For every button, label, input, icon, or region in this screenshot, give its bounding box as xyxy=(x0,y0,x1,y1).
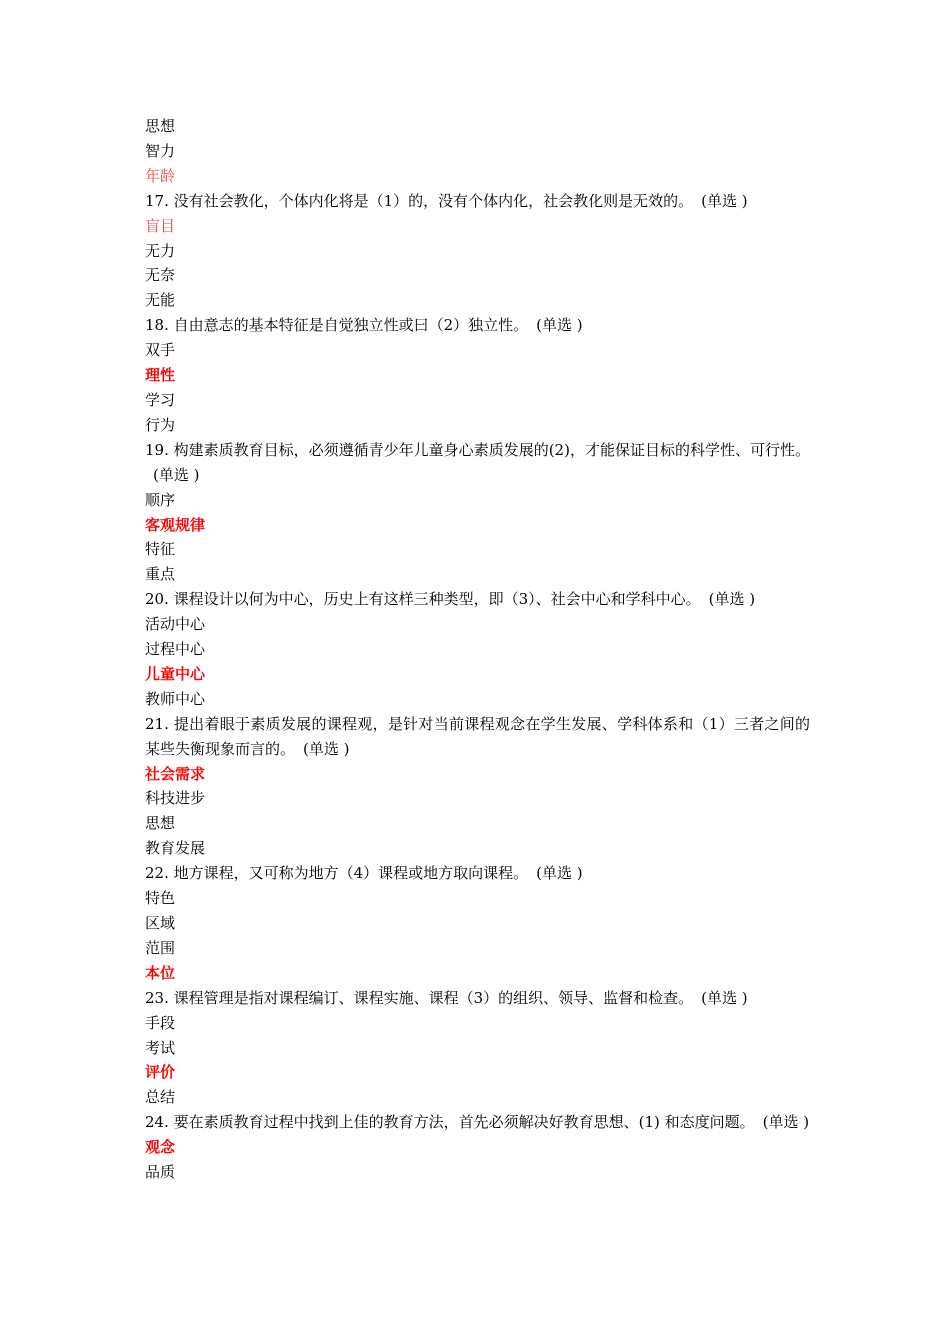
option: 双手 xyxy=(145,341,176,360)
question-type: (单选 ) xyxy=(762,1113,810,1132)
answer-option: 客观规律 xyxy=(145,515,206,534)
option: 特色 xyxy=(145,889,176,908)
option: 顺序 xyxy=(145,490,176,509)
option: 教育发展 xyxy=(145,839,206,858)
question-text: 18. 自由意志的基本特征是自觉独立性或曰（2）独立性。 xyxy=(145,316,529,335)
question-type: (单选 ) xyxy=(536,864,583,883)
option: 范围 xyxy=(145,938,176,957)
option: 思想 xyxy=(145,814,176,833)
question-text: 17. 没有社会教化，个体内化将是（1）的，没有个体内化，社会教化则是无效的。 xyxy=(145,191,694,210)
question-21 xyxy=(145,712,810,762)
option: 品质 xyxy=(145,1163,176,1182)
question-type: (单选 ) xyxy=(536,316,583,335)
question-22 xyxy=(145,861,810,886)
option: 重点 xyxy=(145,565,176,584)
option: 区域 xyxy=(145,914,176,932)
option: 无能 xyxy=(145,291,176,310)
option: 智力 xyxy=(145,141,176,160)
answer-option: 盲目 xyxy=(145,216,176,235)
option: 教师中心 xyxy=(145,689,206,708)
option: 过程中心 xyxy=(145,640,206,659)
question-type: (单选 ) xyxy=(153,465,200,484)
option: 手段 xyxy=(145,1013,176,1032)
answer-option: 儿童中心 xyxy=(145,664,206,683)
question-type: (单选 ) xyxy=(708,590,756,609)
question-24 xyxy=(145,1110,810,1135)
answer-option: 理性 xyxy=(145,366,176,385)
question-type: (单选 ) xyxy=(701,191,748,210)
question-text: 20. 课程设计以何为中心，历史上有这样三种类型，即（3）、社会中心和学科中心。 xyxy=(145,590,701,609)
option: 无力 xyxy=(145,241,176,260)
option: 特征 xyxy=(145,540,176,559)
question-23 xyxy=(145,986,810,1011)
answer-option: 社会需求 xyxy=(145,764,206,783)
option: 学习 xyxy=(145,390,176,409)
question-text: 22. 地方课程，又可称为地方（4）课程或地方取向课程。 xyxy=(145,864,529,883)
question-text: 23. 课程管理是指对课程编订、课程实施、课程（3）的组织、领导、监督和检查。 xyxy=(145,988,694,1007)
question-type: (单选 ) xyxy=(701,988,748,1007)
option: 总结 xyxy=(145,1088,176,1107)
question-type: (单选 ) xyxy=(303,739,350,758)
option: 科技进步 xyxy=(145,789,206,808)
document-page xyxy=(145,114,810,1185)
question-text: 21. 提出着眼于素质发展的课程观，是针对当前课程观念在学生发展、学科体系和（1）三者之间的某些失衡现象而言的。 xyxy=(145,714,810,758)
answer-option: 评价 xyxy=(145,1063,176,1082)
question-17 xyxy=(145,189,810,214)
answer-option: 观念 xyxy=(145,1138,176,1157)
answer-option: 本位 xyxy=(145,963,176,982)
option: 行为 xyxy=(145,415,176,434)
answer-option: 年龄 xyxy=(145,166,176,185)
question-text: 24. 要在素质教育过程中找到上佳的教育方法，首先必须解决好教育思想、(1) 和态度问题。 xyxy=(145,1113,755,1132)
question-text: 19. 构建素质教育目标，必须遵循青少年儿童身心素质发展的(2)，才能保证目标的科学性、可行性。 xyxy=(145,440,810,459)
option: 活动中心 xyxy=(145,615,206,634)
question-20 xyxy=(145,587,810,612)
option: 考试 xyxy=(145,1038,176,1057)
option: 无奈 xyxy=(145,266,176,285)
question-19 xyxy=(145,438,810,488)
option: 思想 xyxy=(145,117,176,135)
question-18 xyxy=(145,313,810,338)
